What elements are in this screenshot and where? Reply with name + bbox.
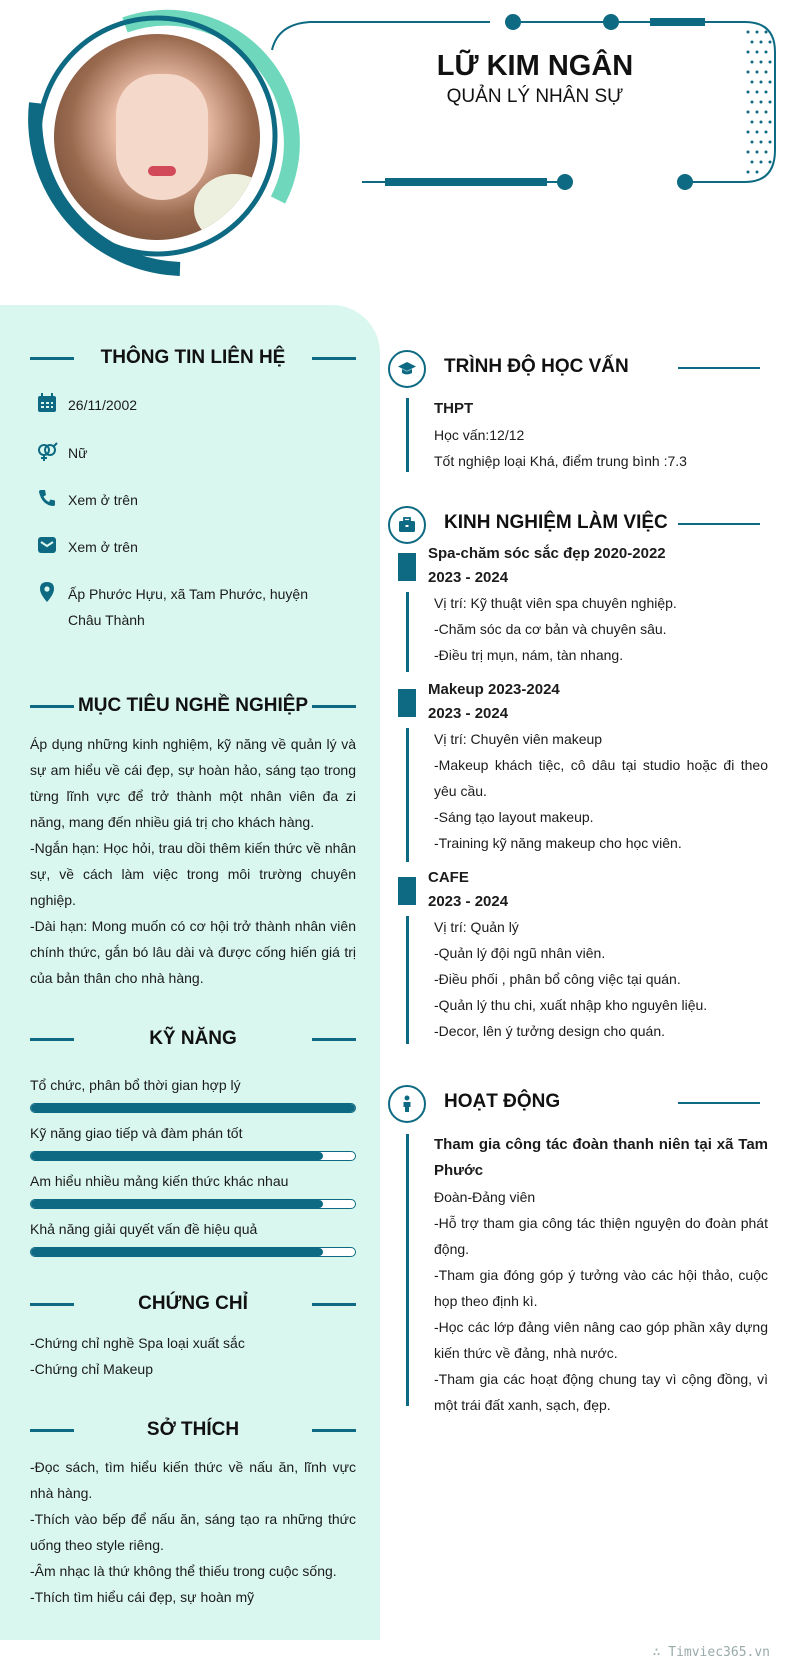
- contact-title: THÔNG TIN LIÊN HỆ: [100, 347, 286, 368]
- hobbies-section-heading: [30, 1415, 356, 1445]
- education-section-heading: [388, 350, 760, 386]
- contact-phone: [36, 487, 356, 513]
- education-timeline: [406, 398, 409, 472]
- hobbies-list: [30, 1454, 356, 1610]
- skill-label: Khả năng giải quyết vấn đề hiệu quả: [30, 1221, 258, 1237]
- activities-section-heading: [388, 1085, 760, 1121]
- objective-title: MỤC TIÊU NGHỀ NGHIỆP: [77, 695, 309, 716]
- briefcase-icon: [397, 515, 417, 535]
- skill-bar-fill: [31, 1104, 355, 1112]
- job-timeline: [406, 592, 409, 672]
- person-icon: [397, 1094, 417, 1114]
- watermark-text: Timviec365.vn: [668, 1645, 770, 1660]
- job-details: [434, 590, 768, 668]
- watermark-icon: ∴: [652, 1645, 669, 1660]
- dot-pattern: [747, 31, 772, 174]
- contact-address-text: Ấp Phước Hựu, xã Tam Phước, huyện Châu Thành: [68, 586, 308, 628]
- activity-line: -Tham gia các hoạt động chung tay vì cộng đồng, vì một trái đất xanh, sạch, đẹp.: [434, 1371, 768, 1413]
- certificate-item: -Chứng chỉ Makeup: [30, 1361, 153, 1377]
- job-details: [434, 726, 768, 856]
- contact-address: [36, 581, 356, 633]
- experience-icon-circle: [388, 506, 426, 544]
- education-result: Tốt nghiệp loại Khá, điểm trung bình :7.3: [434, 453, 687, 469]
- skills-title: KỸ NĂNG: [149, 1028, 237, 1049]
- skill-label: Am hiểu nhiều mảng kiến thức khác nhau: [30, 1173, 289, 1189]
- contact-email-text: Xem ở trên: [68, 539, 138, 555]
- avatar: [54, 34, 260, 240]
- job-line: -Makeup khách tiệc, cô dâu tại studio hoặc đi theo yêu cầu.: [434, 757, 768, 799]
- job-marker: [398, 553, 416, 581]
- job-name: Spa-chăm sóc sắc đẹp 2020-2022: [428, 545, 666, 562]
- certificates-title: CHỨNG CHỈ: [138, 1293, 248, 1314]
- objective-p3: -Dài hạn: Mong muốn có cơ hội trở thành nhân viên chính thức, gắn bó lâu dài và được cống hiến giá trị của bản thân cho nhà hàng.: [30, 918, 356, 986]
- contact-birthday-text: 26/11/2002: [68, 397, 138, 413]
- activities-title: HOẠT ĐỘNG: [444, 1091, 561, 1112]
- skill-bar-fill: [31, 1248, 323, 1256]
- job-line: -Sáng tạo layout makeup.: [434, 809, 594, 825]
- job-line: Vị trí: Chuyên viên makeup: [434, 731, 603, 747]
- calendar-icon: [36, 392, 58, 414]
- skill-item: [30, 1219, 356, 1257]
- contact-birthday: [36, 392, 356, 418]
- skill-item: [30, 1171, 356, 1209]
- activity-line: -Tham gia đóng góp ý tưởng vào các hội thảo, cuộc họp theo định kì.: [434, 1267, 768, 1309]
- graduation-cap-icon: [397, 359, 417, 379]
- contact-gender: [36, 440, 356, 466]
- skill-item: [30, 1075, 356, 1113]
- email-icon: [36, 534, 58, 556]
- skill-bar: [30, 1103, 356, 1113]
- skill-bar-fill: [31, 1200, 323, 1208]
- job-line: -Điều phối , phân bổ công việc tại quán.: [434, 971, 681, 987]
- contact-email: [36, 534, 356, 560]
- activities-rule: [678, 1102, 760, 1104]
- job-details: [434, 914, 768, 1044]
- education-title: TRÌNH ĐỘ HỌC VẤN: [444, 356, 629, 377]
- hobby-item: -Thích vào bếp để nấu ăn, sáng tạo ra những thức uống theo style riêng.: [30, 1511, 356, 1553]
- gender-icon: [36, 440, 58, 462]
- education-level: Học vấn:12/12: [434, 427, 525, 443]
- activity-line: -Hỗ trợ tham gia công tác thiện nguyện do đoàn phát động.: [434, 1215, 768, 1257]
- certificate-item: -Chứng chỉ nghề Spa loại xuất sắc: [30, 1335, 245, 1351]
- job-timeline: [406, 728, 409, 862]
- job-line: -Chăm sóc da cơ bản và chuyên sâu.: [434, 621, 667, 637]
- objective-section-heading: [30, 691, 356, 721]
- job-line: Vị trí: Quản lý: [434, 919, 519, 935]
- job-period: 2023 - 2024: [428, 569, 509, 586]
- job-line: -Decor, lên ý tưởng design cho quán.: [434, 1023, 666, 1039]
- experience-title: KINH NGHIỆM LÀM VIỆC: [444, 512, 668, 533]
- hobby-item: -Thích tìm hiểu cái đẹp, sự hoàn mỹ: [30, 1589, 255, 1605]
- skills-section-heading: [30, 1024, 356, 1054]
- job-line: -Quản lý đội ngũ nhân viên.: [434, 945, 606, 961]
- skill-bar: [30, 1151, 356, 1161]
- certificates-list: [30, 1330, 356, 1382]
- job-line: -Điều trị mụn, nám, tàn nhang.: [434, 647, 624, 663]
- activities-heading: Tham gia công tác đoàn thanh niên tại xã Tam Phước: [434, 1136, 768, 1179]
- experience-section-heading: [388, 506, 760, 542]
- avatar-face: [116, 74, 208, 200]
- objective-text: [30, 731, 356, 991]
- contact-gender-text: Nữ: [68, 445, 88, 461]
- contact-phone-text: Xem ở trên: [68, 492, 138, 508]
- candidate-job-title: QUẢN LÝ NHÂN SỰ: [446, 86, 624, 107]
- job-marker: [398, 877, 416, 905]
- objective-p2: -Ngắn hạn: Học hỏi, trau dồi thêm kiến thức về nhân sự, về cách làm việc trong môi trường chuyên nghiệp.: [30, 840, 356, 908]
- skill-label: Tổ chức, phân bổ thời gian hợp lý: [30, 1077, 241, 1093]
- hobbies-title: SỞ THÍCH: [146, 1419, 240, 1440]
- activity-line: Đoàn-Đảng viên: [434, 1189, 536, 1205]
- job-name: CAFE: [428, 869, 469, 886]
- activity-line: -Học các lớp đảng viên nâng cao góp phần xây dựng kiến thức về đảng, nhà nước.: [434, 1319, 768, 1361]
- candidate-name: LỮ KIM NGÂN: [436, 50, 634, 82]
- watermark: [653, 1645, 770, 1660]
- hobby-item: -Đọc sách, tìm hiểu kiến thức về nấu ăn, lĩnh vực nhà hàng.: [30, 1459, 356, 1501]
- activities-timeline: [406, 1134, 409, 1406]
- education-details: [434, 396, 768, 474]
- job-line: -Training kỹ năng makeup cho học viên.: [434, 835, 682, 851]
- job-line: -Quản lý thu chi, xuất nhập kho nguyên liệu.: [434, 997, 708, 1013]
- education-school: THPT: [434, 400, 474, 417]
- education-rule: [678, 367, 760, 369]
- skill-label: Kỹ năng giao tiếp và đàm phán tốt: [30, 1125, 243, 1141]
- skill-bar: [30, 1199, 356, 1209]
- job-name: Makeup 2023-2024: [428, 681, 560, 698]
- location-icon: [36, 581, 58, 603]
- certificates-section-heading: [30, 1289, 356, 1319]
- phone-icon: [36, 487, 58, 509]
- activities-details: [434, 1132, 768, 1418]
- contact-section-heading: [30, 343, 356, 373]
- hobby-item: -Âm nhạc là thứ không thể thiếu trong cuộc sống.: [30, 1563, 337, 1579]
- objective-p1: Áp dụng những kinh nghiệm, kỹ năng về quản lý và sự am hiểu về cái đẹp, sự hoàn hảo, sáng tạo trong từng lĩnh vực để trở thành một nhân viên đa zi năng, mang đến nhiều giá trị cho khách hàng.: [30, 736, 356, 830]
- job-marker: [398, 689, 416, 717]
- job-period: 2023 - 2024: [428, 893, 509, 910]
- job-timeline: [406, 916, 409, 1044]
- job-line: Vị trí: Kỹ thuật viên spa chuyên nghiệp.: [434, 595, 677, 611]
- job-period: 2023 - 2024: [428, 705, 509, 722]
- skill-bar: [30, 1247, 356, 1257]
- skill-bar-fill: [31, 1152, 323, 1160]
- avatar-lips: [148, 166, 176, 176]
- education-icon-circle: [388, 350, 426, 388]
- experience-rule: [678, 523, 760, 525]
- avatar-flower: [194, 174, 260, 240]
- activities-icon-circle: [388, 1085, 426, 1123]
- skill-item: [30, 1123, 356, 1161]
